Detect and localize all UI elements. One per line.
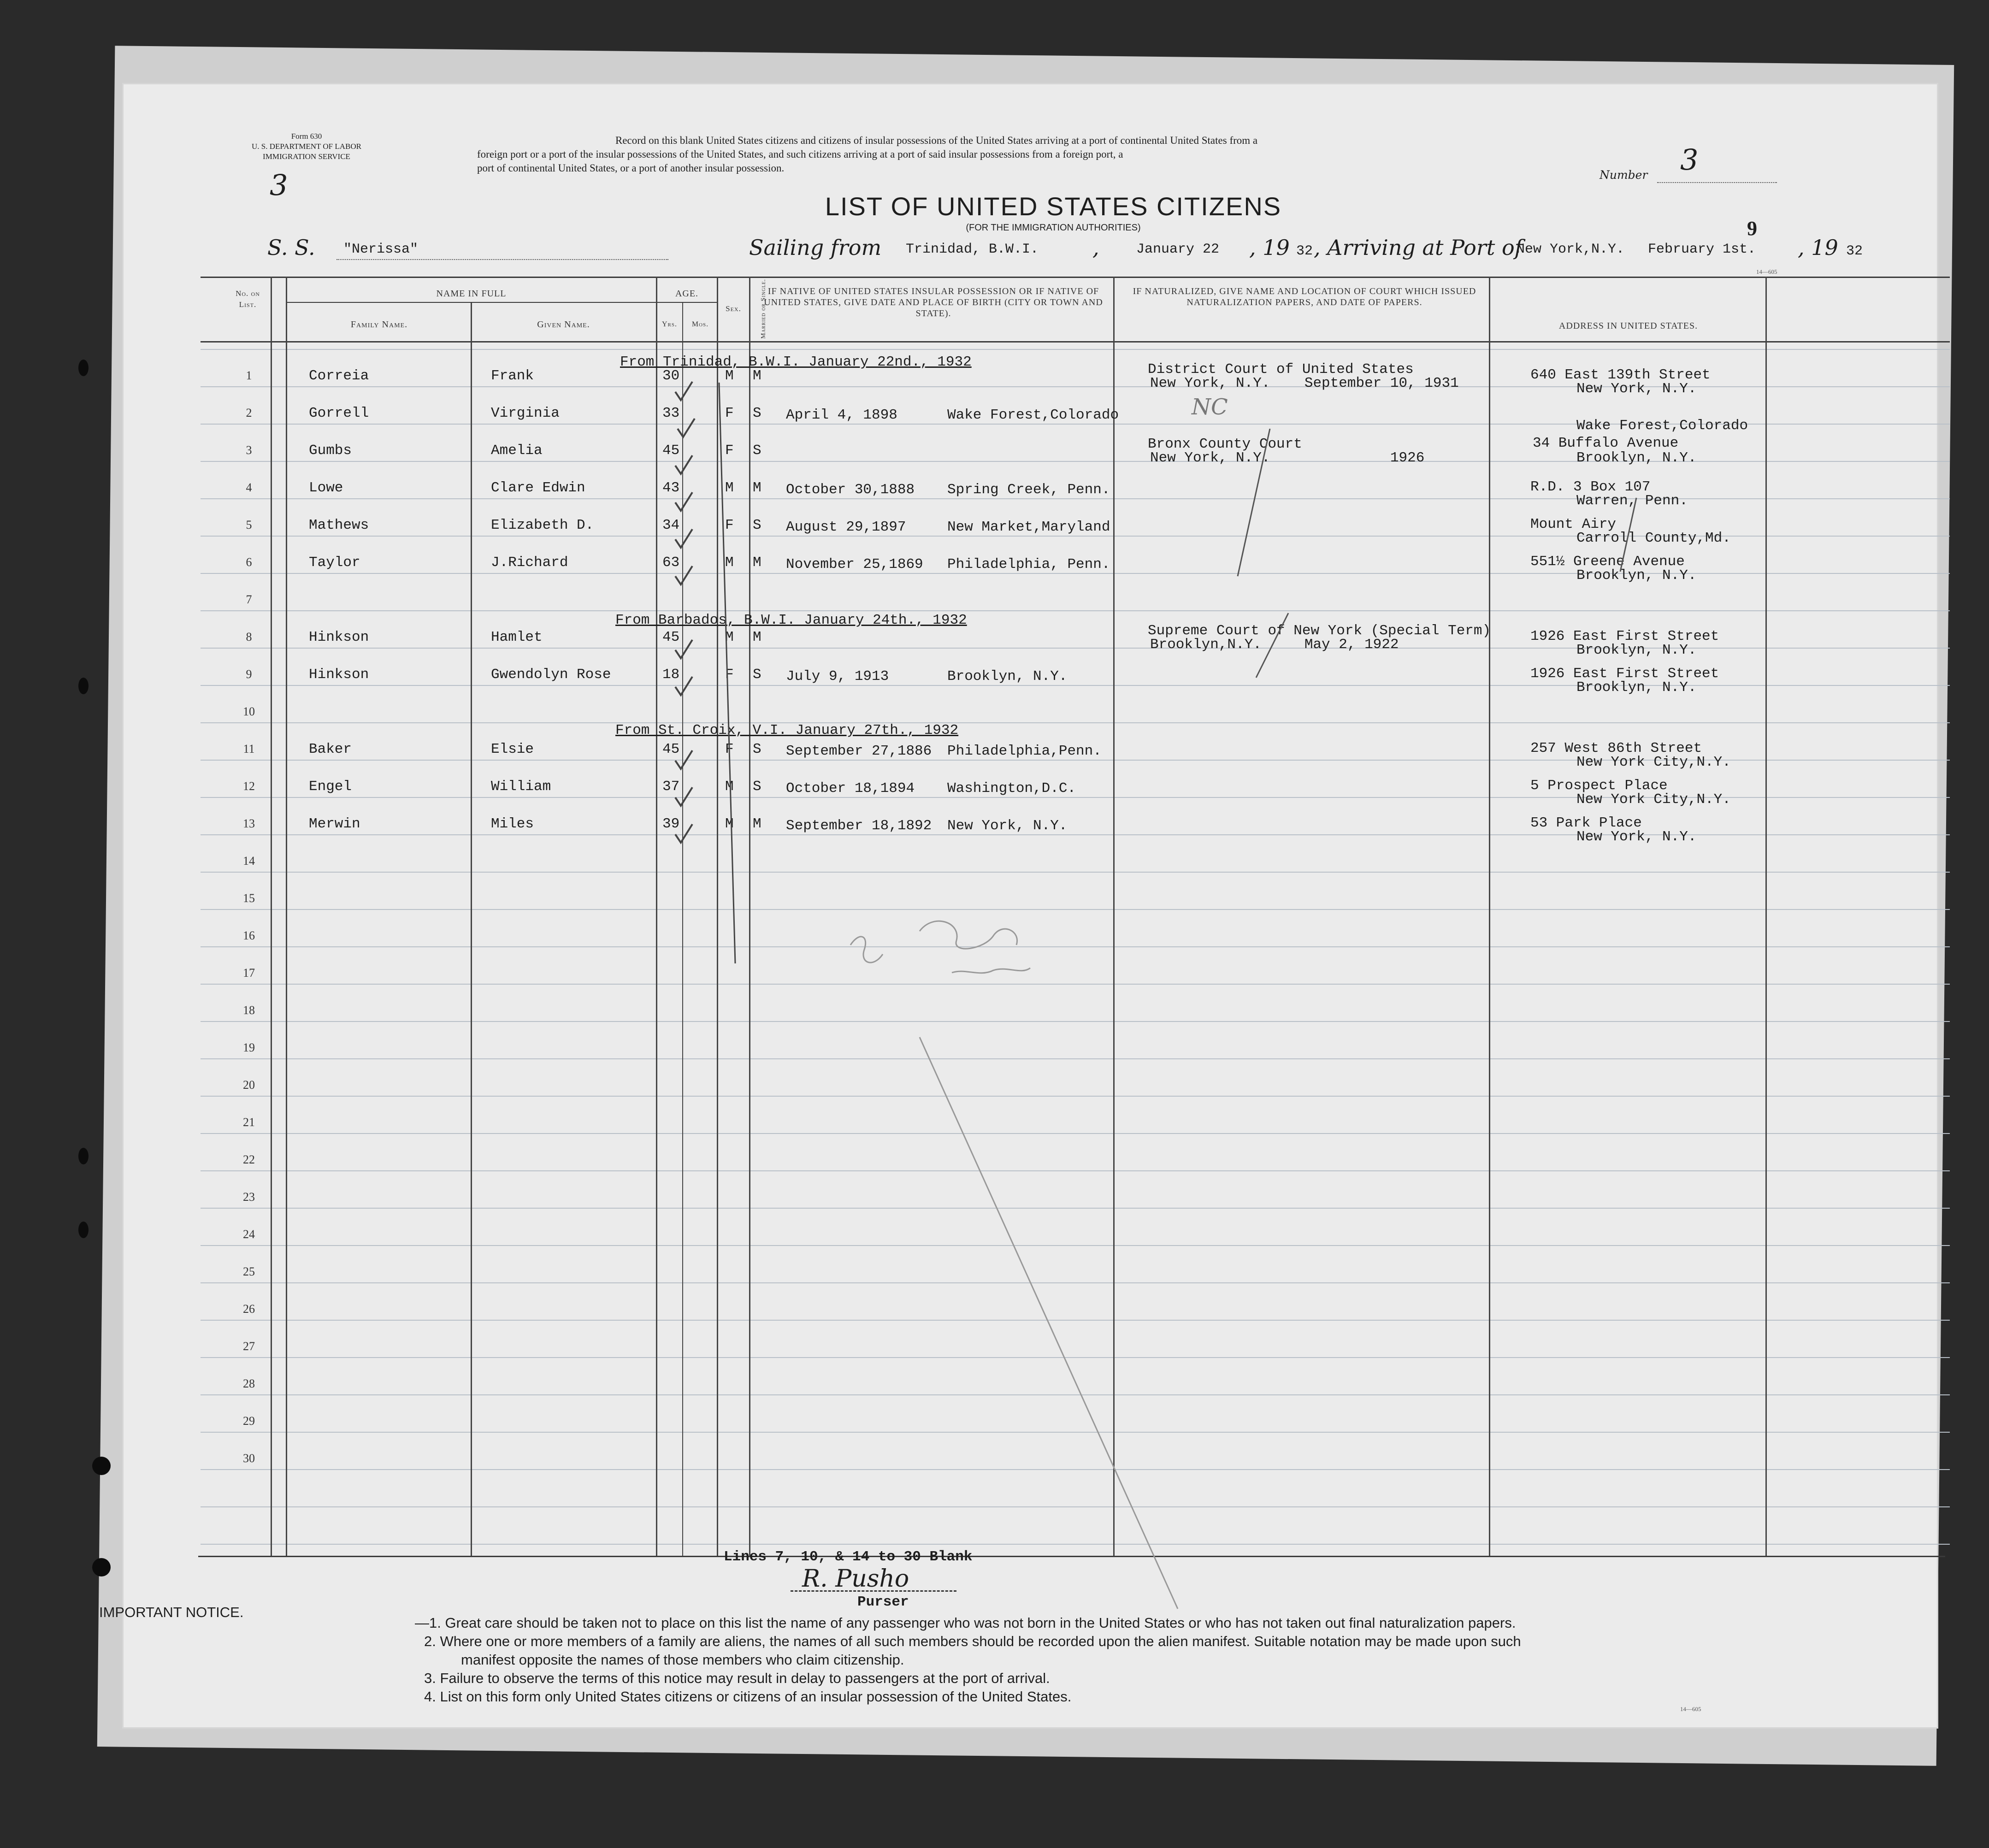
address-line: 1926 East First Street bbox=[1530, 666, 1719, 682]
address-line: Wake Forest,Colorado bbox=[1576, 418, 1748, 434]
age-years: 45 bbox=[662, 629, 680, 645]
number-value: 3 bbox=[1680, 143, 1699, 177]
notice-item-2-cont: manifest opposite the names of those members who claim citizenship. bbox=[461, 1652, 904, 1668]
header-naturalized: IF NATURALIZED, GIVE NAME AND LOCATION OF COURT WHICH ISSUED NATURALIZATION PAPERS, AND DATE OF PAPERS. bbox=[1133, 286, 1476, 307]
address-line: Brooklyn, N.Y. bbox=[1576, 679, 1697, 696]
birth-date: October 30,1888 bbox=[786, 482, 915, 498]
address-line: New York, N.Y. bbox=[1576, 381, 1697, 397]
row-number: 29 bbox=[243, 1414, 255, 1428]
row-number: 24 bbox=[243, 1228, 255, 1241]
arrival-date: February 1st. bbox=[1648, 242, 1756, 257]
sailing-from: Trinidad, B.W.I. bbox=[906, 242, 1039, 257]
family-name: Taylor bbox=[309, 555, 360, 571]
row-number: 19 bbox=[243, 1041, 255, 1054]
age-years: 45 bbox=[662, 443, 680, 459]
family-name: Baker bbox=[309, 741, 352, 757]
address-line: R.D. 3 Box 107 bbox=[1530, 479, 1651, 495]
family-name: Correia bbox=[309, 368, 369, 384]
family-name: Mathews bbox=[309, 517, 369, 533]
arrival-port: New York,N.Y. bbox=[1517, 242, 1625, 257]
row-number: 18 bbox=[243, 1004, 255, 1017]
address-line: 640 East 139th Street bbox=[1530, 367, 1711, 383]
age-years: 63 bbox=[662, 555, 680, 571]
row-number: 17 bbox=[243, 966, 255, 980]
handwritten-list-mark: 3 bbox=[270, 168, 288, 202]
department-name: U. S. DEPARTMENT OF LABOR bbox=[252, 142, 361, 151]
age-years: 18 bbox=[662, 667, 680, 683]
row-number: 22 bbox=[243, 1153, 255, 1166]
row-number: 1 bbox=[246, 369, 252, 382]
sex: F bbox=[725, 405, 734, 421]
header-age: AGE. bbox=[675, 289, 699, 299]
notice-item-4: 4. List on this form only United States citizens or citizens of an insular possession of the United States. bbox=[424, 1689, 1072, 1705]
notice-item-3: 3. Failure to observe the terms of this notice may result in delay to passengers at the port of arrival. bbox=[424, 1670, 1050, 1686]
address-line: New York City,N.Y. bbox=[1576, 754, 1731, 770]
birth-date: September 18,1892 bbox=[786, 818, 932, 834]
given-name: Hamlet bbox=[491, 629, 543, 645]
marital-status: S bbox=[753, 741, 761, 757]
birth-place: Spring Creek, Penn. bbox=[947, 482, 1110, 498]
address-line: 257 West 86th Street bbox=[1530, 740, 1702, 756]
sex: F bbox=[725, 667, 734, 683]
family-name: Merwin bbox=[309, 816, 360, 832]
header-married-single: Married or Single. bbox=[760, 279, 767, 339]
manifest-page: Form 630 U. S. DEPARTMENT OF LABOR IMMIGRATION SERVICE 3 Record on this blank United States citizens and citizens of insular possessions of the United States arriving at a port of continental United States from a foreign port or a port of the insular possessions of the United States, and such citizens arriving at a port of said insular possessions from a foreign port, a port of continental United States, or a port of another insular possession. Number 3 9 LIST OF UNITED STATES CITIZENS (FOR THE IMMIGRATION AUTHORITIES) S. S. "Nerissa" Sailing from Trinidad, B.W.I. , January 22 , 19 32 , Arriving at Port of New York,N.Y. February 1st. , 19 32 14—605 No. on List. NAME IN FULL Family Name. Given Name. AGE. Yrs. Mos. Sex. Married or Single. IF NATIVE OF UNITED STATES INSULAR POSSESSION OR IF NATIVE OF UNITED STATES, GIVE DATE AND PLACE OF BIRTH (CITY OR TOWN AND STATE). IF NATURALIZED, GIVE NAME AND LOCATION OF COURT WHICH ISSUED NATURALIZATION PAPERS, AND DATE OF PAPERS. ADDRESS IN UNITED STATES. From Trinidad, B.W.I. January 22nd., 1932 From Barbados, B.W.I. January 24th., 1932 From St. Croix, V.I. January 27th., 1932 1 2 3 4 5 6 7 8 9 10 11 12 13 14 15 16 17 18 19 20 21 22 23 24 25 26 27 28 29 30 Correia Frank 30 M M District Court of United States New York, N.Y. September 10, 1931 640 East 139th Street New York, N.Y. Gorrell Virginia 33 F S April 4, 1898 Wake Forest,Colorado Gumbs Amelia 45 F S Bronx County Court New York, N.Y. 1926 Wake Forest,Colorado 34 Buffalo Avenue Brooklyn, N.Y. Lowe Clare Edwin 43 M M October 30,1888 Spring Creek, Penn. R.D. 3 Box 107 Warren, Penn. Mathews Elizabeth D. 34 F S August 29,1897 New Market,Maryland Mount Airy Carroll County,Md. Taylor J.Richard 63 M M November 25,1869 Philadelphia, Penn. 551½ Greene Avenue Brooklyn, N.Y. Hinkson Hamlet 45 M M Supreme Court of New York (Special Term) Brooklyn,N.Y. May 2, 1922 1926 East First Street Brooklyn, N.Y. Hinkson Gwendolyn Rose 18 F S July 9, 1913 Brooklyn, N.Y. 1926 East First Street Brooklyn, N.Y. Baker Elsie 45 F S September 27,1886 Philadelphia,Penn. 257 West 86th Street New York City,N.Y. Engel William 37 M S October 18,1894 Washington,D.C. 5 Prospect Place New York City,N.Y. Merwin Miles 39 M M September 18,1892 New York, N.Y. 53 Park Place New York, N.Y. NC Lines 7, 10, & 14 to 30 Blank R. Pusho Purser IMPORTANT NOTICE. —1. Great care should be taken not to place on this list the name of any passenger who was not born in the United States or who has not taken out final naturalization papers. 2. Where one or more members of a family are aliens, the names of all such members should be recorded upon the alien manifest. Suitable notation may be made upon such manifest opposite the names of those members who claim citizenship. 3. Failure to observe the terms of this notice may result in delay to passengers at the port of arrival. 4. List on this form only United States citizens or citizens of an insular possession of the United States. 14—605 bbox=[122, 83, 1938, 1729]
family-name: Engel bbox=[309, 779, 352, 795]
punch-hole bbox=[92, 1457, 111, 1475]
age-years: 43 bbox=[662, 480, 680, 496]
voyage-line: S. S. "Nerissa" Sailing from Trinidad, B.W.I. , January 22 , 19 32 , Arriving at Port of New York,N.Y. February 1st. , 19 32 14—605 bbox=[267, 235, 1863, 275]
row-number: 12 bbox=[243, 779, 255, 793]
section-st-croix: From St. Croix, V.I. January 27th., 1932 bbox=[615, 722, 959, 738]
ruled-line bbox=[201, 610, 1950, 611]
birth-place: Philadelphia,Penn. bbox=[947, 743, 1102, 759]
birth-place: Brooklyn, N.Y. bbox=[947, 668, 1068, 685]
header-birth: IF NATIVE OF UNITED STATES INSULAR POSSESSION OR IF NATIVE OF UNITED STATES, GIVE DATE AND PLACE OF BIRTH (CITY OR TOWN AND STATE). bbox=[764, 286, 1103, 319]
address-line: 551½ Greene Avenue bbox=[1530, 554, 1685, 570]
naturalization-location-date: New York, N.Y. September 10, 1931 bbox=[1150, 375, 1459, 391]
address-line: 53 Park Place bbox=[1530, 815, 1642, 831]
row-number: 11 bbox=[243, 742, 255, 756]
family-name: Gumbs bbox=[309, 443, 352, 459]
number-label: Number bbox=[1599, 168, 1648, 182]
form-number: Form 630 bbox=[291, 132, 322, 141]
naturalization-location-date: New York, N.Y. 1926 bbox=[1150, 450, 1425, 466]
marital-status: M bbox=[753, 480, 761, 496]
naturalization-court: Supreme Court of New York (Special Term) bbox=[1148, 623, 1491, 639]
sailing-label: Sailing from bbox=[749, 235, 882, 260]
section-barbados: From Barbados, B.W.I. January 24th., 1932 bbox=[615, 612, 967, 628]
row-number: 23 bbox=[243, 1190, 255, 1204]
row-number: 2 bbox=[246, 406, 252, 419]
punch-hole bbox=[78, 678, 89, 694]
age-years: 34 bbox=[662, 517, 680, 533]
header-mos: Mos. bbox=[691, 320, 709, 328]
page-number: 9 bbox=[1747, 217, 1757, 240]
section-trinidad: From Trinidad, B.W.I. January 22nd., 1932 bbox=[620, 354, 972, 370]
row-number: 5 bbox=[246, 518, 252, 531]
address-line: 5 Prospect Place bbox=[1530, 778, 1668, 794]
header-given-name: Given Name. bbox=[537, 319, 590, 330]
ss-label: S. S. bbox=[267, 235, 315, 260]
given-name: J.Richard bbox=[491, 555, 568, 571]
form-instructions: Record on this blank United States citizens and citizens of insular possessions of the United States arriving at a port of continental United States from a foreign port or a port of the insular possessions of the United States, and such citizens arriving at a port of said insular possessions from a foreign port, a port of continental United States, or a port of another insular possession. bbox=[477, 135, 1258, 174]
page-title: LIST OF UNITED STATES CITIZENS bbox=[825, 192, 1282, 221]
birth-place: Wake Forest,Colorado bbox=[947, 407, 1119, 423]
arriving-label: , Arriving at Port of bbox=[1314, 235, 1523, 260]
birth-date: September 27,1886 bbox=[786, 743, 932, 759]
sex: M bbox=[725, 779, 734, 795]
given-name: Amelia bbox=[491, 443, 543, 459]
age-years: 33 bbox=[662, 405, 680, 421]
pencil-strokes bbox=[814, 844, 1228, 1627]
address-line: New York, N.Y. bbox=[1576, 829, 1697, 845]
marital-status: S bbox=[753, 779, 761, 795]
row-number: 21 bbox=[243, 1116, 255, 1129]
row-number: 20 bbox=[243, 1078, 255, 1092]
birth-date: April 4, 1898 bbox=[786, 407, 897, 423]
given-name: Virginia bbox=[491, 405, 560, 421]
sex: F bbox=[725, 741, 734, 757]
address-line: Brooklyn, N.Y. bbox=[1576, 450, 1697, 466]
page-subtitle: (FOR THE IMMIGRATION AUTHORITIES) bbox=[966, 223, 1141, 233]
family-name: Hinkson bbox=[309, 667, 369, 683]
age-years: 39 bbox=[662, 816, 680, 832]
punch-hole bbox=[78, 360, 89, 376]
address-line: Brooklyn, N.Y. bbox=[1576, 642, 1697, 658]
row-number: 27 bbox=[243, 1340, 255, 1353]
ruled-line bbox=[201, 722, 1950, 723]
sex: M bbox=[725, 480, 734, 496]
purser-title: Purser bbox=[857, 1594, 909, 1610]
given-name: Frank bbox=[491, 368, 534, 384]
given-name: Gwendolyn Rose bbox=[491, 667, 611, 683]
row-number: 6 bbox=[246, 555, 252, 569]
row-number: 16 bbox=[243, 929, 255, 942]
birth-place: New York, N.Y. bbox=[947, 818, 1068, 834]
age-years: 45 bbox=[662, 741, 680, 757]
address-line: Mount Airy bbox=[1530, 516, 1617, 532]
naturalization-location-date: Brooklyn,N.Y. May 2, 1922 bbox=[1150, 637, 1399, 653]
punch-hole bbox=[92, 1558, 111, 1576]
check-marks bbox=[657, 373, 754, 973]
given-name: Miles bbox=[491, 816, 534, 832]
given-name: William bbox=[491, 779, 551, 795]
sex: M bbox=[725, 816, 734, 832]
blank-lines-note: Lines 7, 10, & 14 to 30 Blank bbox=[724, 1549, 973, 1565]
row-number: 28 bbox=[243, 1377, 255, 1390]
birth-date: July 9, 1913 bbox=[786, 668, 889, 685]
row-number: 3 bbox=[246, 443, 252, 457]
birth-place: New Market,Maryland bbox=[947, 519, 1110, 535]
header-no-on-list: No. on List. bbox=[236, 289, 260, 309]
marital-status: S bbox=[753, 443, 761, 459]
header-yrs: Yrs. bbox=[661, 320, 677, 328]
notice-label: IMPORTANT NOTICE. bbox=[99, 1604, 244, 1620]
sailing-date: January 22 bbox=[1136, 242, 1220, 257]
row-number: 25 bbox=[243, 1265, 255, 1278]
address-line: Warren, Penn. bbox=[1576, 493, 1688, 509]
sex: M bbox=[725, 555, 734, 571]
notice-item-2: 2. Where one or more members of a family are aliens, the names of all such members should be recorded upon the alien manifest. Suitable notation may be made upon such bbox=[424, 1633, 1521, 1649]
punch-hole bbox=[78, 1148, 89, 1164]
punch-hole bbox=[78, 1222, 89, 1238]
row-number: 7 bbox=[246, 593, 252, 606]
ship-name: "Nerissa" bbox=[343, 242, 419, 257]
form-info bbox=[237, 131, 376, 162]
given-name: Clare Edwin bbox=[491, 480, 585, 496]
row-number: 4 bbox=[246, 481, 252, 494]
birth-date: November 25,1869 bbox=[786, 556, 923, 573]
service-name: IMMIGRATION SERVICE bbox=[263, 152, 350, 161]
row-number: 13 bbox=[243, 817, 255, 830]
purser-signature: R. Pusho bbox=[802, 1565, 909, 1593]
row-number: 15 bbox=[243, 892, 255, 905]
marital-status: S bbox=[753, 405, 761, 421]
birth-place: Philadelphia, Penn. bbox=[947, 556, 1110, 573]
address-line: Brooklyn, N.Y. bbox=[1576, 567, 1697, 584]
arrival-year: 32 bbox=[1846, 243, 1863, 259]
header-sex: Sex. bbox=[726, 304, 741, 313]
row-number: 26 bbox=[243, 1302, 255, 1316]
given-name: Elsie bbox=[491, 741, 534, 757]
marital-status: S bbox=[753, 517, 761, 533]
address-line: 1926 East First Street bbox=[1530, 628, 1719, 644]
row-number: 10 bbox=[243, 705, 255, 718]
age-years: 30 bbox=[662, 368, 680, 384]
marital-status: S bbox=[753, 667, 761, 683]
family-name: Hinkson bbox=[309, 629, 369, 645]
marital-status: M bbox=[753, 816, 761, 832]
address-line: Carroll County,Md. bbox=[1576, 530, 1731, 546]
sex: M bbox=[725, 629, 734, 645]
address-line: New York City,N.Y. bbox=[1576, 791, 1731, 808]
birth-place: Washington,D.C. bbox=[947, 780, 1076, 797]
row-number: 30 bbox=[243, 1452, 255, 1465]
row-number: 14 bbox=[243, 854, 255, 868]
notice-item-1: —1. Great care should be taken not to place on this list the name of any passenger who was not born in the United States or who has not taken out final naturalization papers. bbox=[415, 1615, 1516, 1631]
sex: M bbox=[725, 368, 734, 384]
naturalization-court: Bronx County Court bbox=[1148, 436, 1302, 452]
marital-status: M bbox=[753, 555, 761, 571]
birth-date: October 18,1894 bbox=[786, 780, 915, 797]
naturalization-court: District Court of United States bbox=[1148, 361, 1414, 378]
birth-date: August 29,1897 bbox=[786, 519, 906, 535]
row-number: 8 bbox=[246, 630, 252, 644]
ruled-line bbox=[201, 349, 1950, 350]
nc-annotation: NC bbox=[1192, 394, 1228, 420]
header-name-in-full: NAME IN FULL bbox=[436, 289, 507, 299]
marital-status: M bbox=[753, 368, 761, 384]
family-name: Lowe bbox=[309, 480, 343, 496]
age-years: 37 bbox=[662, 779, 680, 795]
row-number: 9 bbox=[246, 667, 252, 681]
sex: F bbox=[725, 517, 734, 533]
marital-status: M bbox=[753, 629, 761, 645]
header-family-name: Family Name. bbox=[350, 319, 408, 330]
sailing-year: 32 bbox=[1296, 243, 1313, 259]
family-name: Gorrell bbox=[309, 405, 369, 421]
sex: F bbox=[725, 443, 734, 459]
given-name: Elizabeth D. bbox=[491, 517, 594, 533]
address-line: 34 Buffalo Avenue bbox=[1533, 435, 1679, 451]
header-address: ADDRESS IN UNITED STATES. bbox=[1558, 321, 1698, 331]
naturalization-ticks bbox=[1219, 429, 1311, 705]
